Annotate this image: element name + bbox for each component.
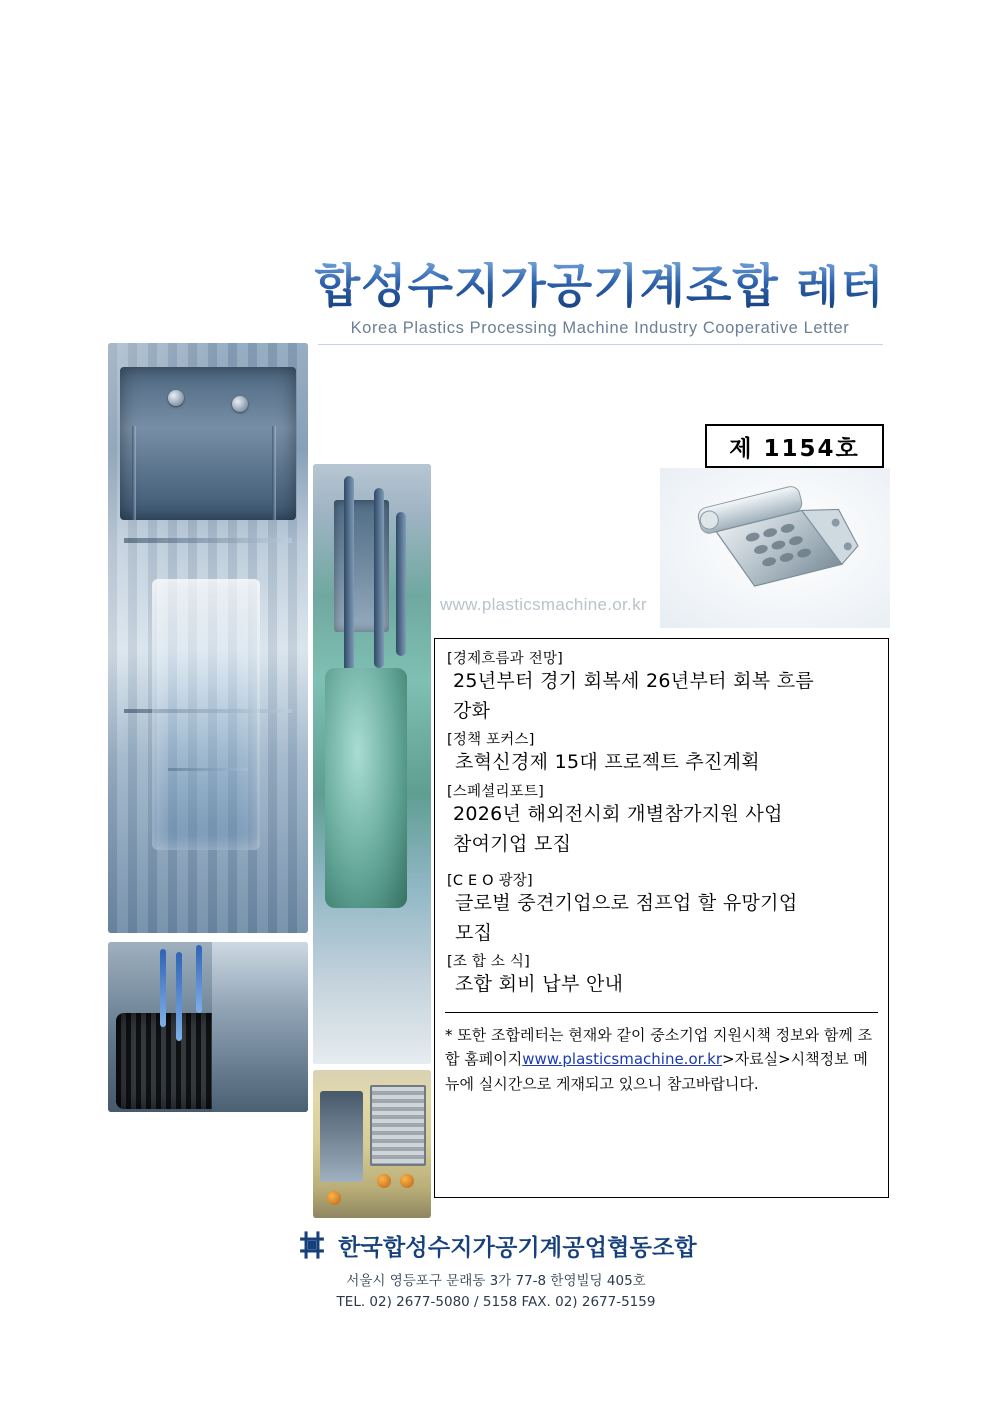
section-line: 조합 회비 납부 안내 [455, 973, 624, 996]
contents-note [445, 1023, 878, 1096]
section-line: 모집 [455, 921, 493, 944]
note-suffix: >자료실>시책정보 메뉴에 실시간으로 게재되고 있으니 참고바랍니다. [445, 1050, 868, 1093]
section-line: 2026년 해외전시회 개별참가지원 사업 [453, 802, 783, 825]
section-tag: [정책 포커스] [447, 732, 535, 749]
contents-section [445, 950, 878, 998]
letter-masthead [300, 259, 900, 345]
issue-number-badge [705, 424, 884, 468]
section-spacer [445, 861, 878, 869]
contents-section [445, 728, 878, 776]
photo-injection-molding-machine [108, 343, 308, 933]
masthead-title-english: Korea Plastics Processing Machine Industry Cooperative Letter [350, 319, 850, 338]
masthead-title-korean [300, 259, 900, 314]
note-prefix: * 또한 조합레터는 현재와 같이 중소기업 지원시책 정보와 함께 조합 홈페이지 [445, 1026, 873, 1069]
homepage-link[interactable]: www.plasticsmachine.or.kr [522, 1050, 723, 1069]
section-line: 초혁신경제 15대 프로젝트 추진계획 [455, 751, 760, 774]
site-watermark: www.plasticsmachine.or.kr [440, 595, 647, 614]
section-line: 강화 [453, 699, 491, 722]
masthead-title-main: 합성수지가공기계조합 [314, 259, 779, 314]
section-tag: [조 합 소 식] [447, 954, 530, 971]
footer-address-line1: 서울시 영등포구 문래동 3가 77-8 한영빌딩 405호 [346, 1273, 646, 1289]
photo-corrugated-pipe-line [108, 942, 308, 1112]
contents-section [445, 869, 878, 946]
footer-address [0, 1271, 992, 1313]
molded-part-illustration [660, 468, 890, 628]
cooperative-emblem-icon [295, 1228, 329, 1262]
contents-note-divider [445, 1012, 878, 1013]
footer-org-name: 한국합성수지가공기계공업협동조합 [338, 1234, 697, 1261]
footer-organization [0, 1228, 992, 1262]
contents-section [445, 647, 878, 724]
contents-section [445, 780, 878, 857]
section-line: 글로벌 중견기업으로 점프업 할 유망기업 [455, 892, 798, 915]
masthead-title-letter: 레터 [796, 262, 886, 313]
photo-extruder-unit [313, 464, 431, 1064]
contents-panel [434, 638, 889, 1198]
section-tag: [경제흐름과 전망] [447, 651, 563, 667]
section-line: 참여기업 모집 [453, 832, 572, 855]
photo-plastic-molded-part [660, 468, 890, 628]
document-footer [0, 1228, 992, 1313]
section-line: 25년부터 경기 회복세 26년부터 회복 흐름 [453, 670, 815, 692]
section-tag: [스페셜리포트] [447, 783, 544, 800]
footer-address-line2: TEL. 02) 2677-5080 / 5158 FAX. 02) 2677-5159 [336, 1293, 656, 1310]
masthead-divider [318, 344, 883, 345]
issue-number-label: 제 1154호 [729, 435, 860, 462]
photo-cnc-control-panel [313, 1070, 431, 1218]
section-tag: [C E O 광장] [447, 873, 533, 890]
